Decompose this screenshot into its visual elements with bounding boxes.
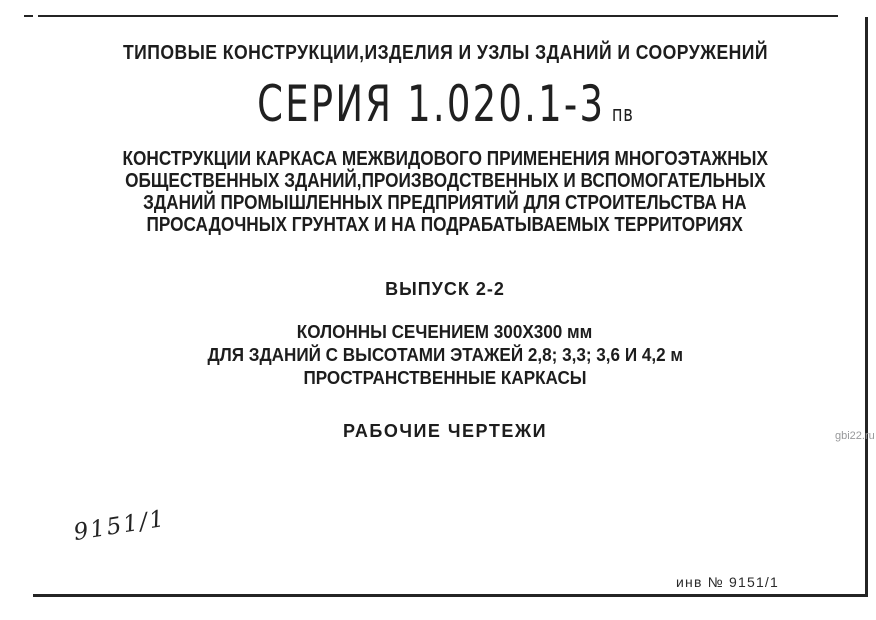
subtitle-line: ПРОСТРАНСТВЕННЫЕ КАРКАСЫ [303,368,587,388]
subtitle-line: ДЛЯ ЗДАНИЙ С ВЫСОТАМИ ЭТАЖЕЙ 2,8; 3,3; 3,6 И 4,2 м [207,345,683,365]
border-top-line [38,15,838,17]
handwritten-inventory-number: 9151/1 [71,505,168,546]
document-type-label [15,421,875,442]
document-type-text: РАБОЧИЕ ЧЕРТЕЖИ [342,421,548,441]
border-top-dash [24,15,33,17]
issue-label [15,279,875,300]
series-suffix: пв [611,102,634,127]
description-line: ОБЩЕСТВЕННЫХ ЗДАНИЙ,ПРОИЗВОДСТВЕННЫХ И ВСПОМОГАТЕЛЬНЫХ [124,170,766,192]
series-title: СЕРИЯ 1.020.1-3 [256,75,605,133]
description-line: ЗДАНИЙ ПРОМЫШЛЕННЫХ ПРЕДПРИЯТИЙ ДЛЯ СТРОИТЕЛЬСТВА НА [143,192,747,214]
series-title-row [15,75,875,133]
description-block [15,148,875,236]
document-header [15,42,875,65]
subtitle-block [15,321,875,390]
document-header-text: ТИПОВЫЕ КОНСТРУКЦИИ,ИЗДЕЛИЯ И УЗЛЫ ЗДАНИЙ И СООРУЖЕНИЙ [122,42,768,64]
issue-label-text: ВЫПУСК 2-2 [385,279,505,299]
description-line: ПРОСАДОЧНЫХ ГРУНТАХ И НА ПОДРАБАТЫВАЕМЫХ ТЕРРИТОРИЯХ [146,214,744,236]
site-watermark: gbi22.ru [835,430,875,442]
inventory-number: инв № 9151/1 [676,574,780,590]
description-line: КОНСТРУКЦИИ КАРКАСА МЕЖВИДОВОГО ПРИМЕНЕНИЯ МНОГОЭТАЖНЫХ [122,148,768,170]
subtitle-line: КОЛОННЫ СЕЧЕНИЕМ 300X300 мм [297,322,593,342]
border-bottom-line [33,594,868,597]
